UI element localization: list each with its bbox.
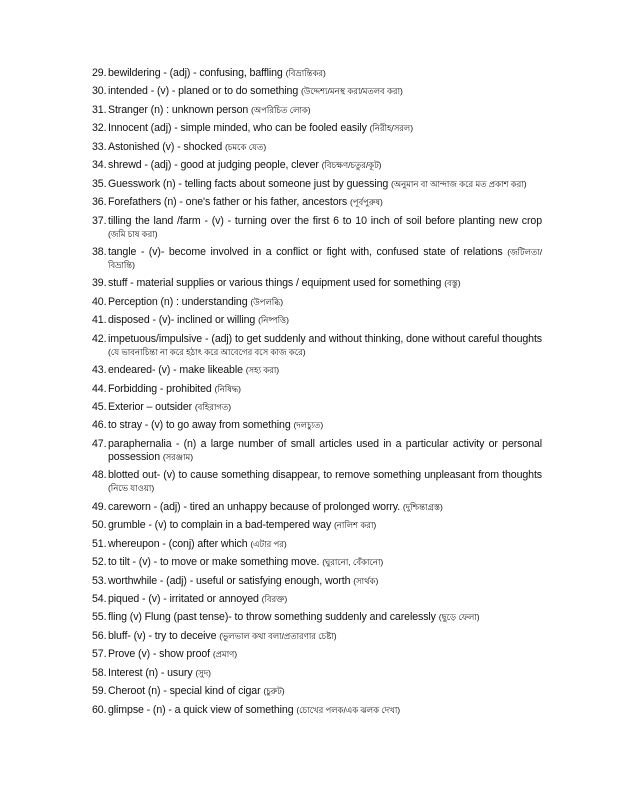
entry-number: 35. <box>92 177 107 190</box>
entry-number: 47. <box>92 437 107 450</box>
vocab-entry <box>92 246 542 272</box>
entry-number: 48. <box>92 469 107 482</box>
entry-number: 57. <box>92 648 107 661</box>
entry-bengali-meaning: (বস্তু) <box>444 278 461 289</box>
entry-number: 56. <box>92 629 107 642</box>
entry-bengali-meaning: (চমকে যেত) <box>225 141 267 152</box>
entry-bengali-meaning: (বিরক্ত) <box>261 593 288 604</box>
vocab-entry <box>92 575 542 588</box>
entry-bengali-meaning: (যে ভাবনাচিন্তা না করে হঠাৎ করে আবেগের বসে কাজ করে) <box>108 346 306 357</box>
entry-number: 50. <box>92 519 107 532</box>
entry-definition: endeared- (v) - make likeable <box>108 364 243 377</box>
entry-bengali-meaning: (ঘুরানো, বেঁকানো) <box>322 557 384 568</box>
entry-bengali-meaning: (সরঞ্জাম) <box>162 451 193 462</box>
vocab-entry <box>92 141 542 154</box>
entry-definition: Cheroot (n) - special kind of cigar <box>108 685 261 698</box>
entry-definition: Forbidding - prohibited <box>108 382 212 395</box>
entry-bengali-meaning: (নিভে যাওয়া) <box>108 483 155 494</box>
entry-definition: whereupon - (conj) after which <box>108 537 248 550</box>
entry-definition: Guesswork (n) - telling facts about someone just by guessing <box>108 177 389 190</box>
entry-number: 40. <box>92 295 107 308</box>
entry-number: 29. <box>92 67 107 79</box>
entry-definition: to tilt - (v) - to move or make something move. <box>108 556 320 569</box>
entry-definition: grumble - (v) to complain in a bad-tempered way <box>108 519 332 532</box>
entry-number: 52. <box>92 556 107 569</box>
vocab-entry <box>92 104 542 117</box>
entry-bengali-meaning: (বহিরাগত) <box>194 402 232 412</box>
entry-bengali-meaning: (প্রমাণ) <box>212 649 237 660</box>
entry-bengali-meaning: (এটার পর) <box>250 538 287 549</box>
vocabulary-list <box>92 67 542 722</box>
vocab-entry <box>92 556 542 569</box>
vocab-entry <box>92 67 542 80</box>
vocab-entry <box>92 333 542 359</box>
entry-bengali-meaning: (চোখের পলক/এক ঝলক দেখা) <box>296 704 400 715</box>
entry-bengali-meaning: (নালিশ করা) <box>334 520 377 531</box>
entry-definition: paraphernalia - (n) a large number of small articles used in a particular activity or personal possession <box>108 437 542 463</box>
entry-definition: Forefathers (n) - one's father or his father, ancestors <box>108 196 348 209</box>
entry-number: 39. <box>92 277 107 290</box>
entry-bengali-meaning: (নিরীহ/সরল) <box>369 123 413 134</box>
entry-definition: glimpse - (n) - a quick view of something <box>108 703 294 716</box>
entry-number: 45. <box>92 401 107 413</box>
entry-definition: bewildering - (adj) - confusing, baffling <box>108 67 283 79</box>
vocab-entry <box>92 85 542 98</box>
vocab-entry <box>92 419 542 432</box>
vocab-entry <box>92 296 542 309</box>
vocab-entry <box>92 159 542 172</box>
entry-number: 54. <box>92 592 107 605</box>
entry-number: 44. <box>92 382 107 395</box>
entry-definition: piqued - (v) - irritated or annoyed <box>108 592 259 605</box>
vocab-entry <box>92 648 542 661</box>
vocab-entry <box>92 196 542 209</box>
entry-definition: Prove (v) - show proof <box>108 648 211 661</box>
vocab-entry <box>92 383 542 396</box>
entry-definition: Astonished (v) - shocked <box>108 140 223 153</box>
entry-bengali-meaning: (চুরুট) <box>263 686 285 697</box>
entry-bengali-meaning: (ভুলভাল কথা বলা/প্রতারণার চেষ্টা) <box>219 630 337 641</box>
vocab-entry <box>92 401 542 414</box>
entry-bengali-meaning: (নিষ্পত্তি) <box>258 315 289 326</box>
entry-bengali-meaning: (জটিলতা/বিভ্রান্তি) <box>108 246 543 270</box>
entry-number: 38. <box>92 245 107 258</box>
entry-definition: Perception (n) : understanding <box>108 295 248 308</box>
entry-number: 58. <box>92 666 107 679</box>
entry-bengali-meaning: (ছুড়ে ফেলা) <box>438 612 480 623</box>
vocab-entry <box>92 667 542 680</box>
entry-definition: Exterior – outsider <box>108 401 193 413</box>
entry-definition: stuff - material supplies or various things / equipment used for something <box>108 277 442 290</box>
entry-number: 59. <box>92 685 107 698</box>
entry-definition: worthwhile - (adj) - useful or satisfying enough, worth <box>108 574 351 587</box>
entry-definition: Interest (n) - usury <box>108 666 193 679</box>
entry-number: 55. <box>92 611 107 624</box>
entry-number: 41. <box>92 314 107 327</box>
entry-definition: Stranger (n) : unknown person <box>108 103 249 116</box>
entry-definition: bluff- (v) - try to deceive <box>108 629 217 642</box>
entry-definition: tilling the land /farm - (v) - turning over the first 6 to 10 inch of soil before planting new crop <box>108 214 542 227</box>
entry-bengali-meaning: (পূর্বপুরুষ) <box>349 197 383 208</box>
entry-bengali-meaning: (অনুমান বা আন্দাজ করে মত প্রকাশ করা) <box>391 178 527 189</box>
entry-number: 33. <box>92 140 107 153</box>
entry-definition: disposed - (v)- inclined or willing <box>108 314 256 327</box>
vocab-entry <box>92 611 542 624</box>
entry-bengali-meaning: (অপরিচিত লোক) <box>251 104 311 115</box>
entry-definition: tangle - (v)- become involved in a conflict or fight with, confused state of relations <box>108 245 503 258</box>
entry-bengali-meaning: (সহ্য করা) <box>245 365 280 376</box>
vocab-entry <box>92 519 542 532</box>
entry-definition: Innocent (adj) - simple minded, who can be fooled easily <box>108 122 367 135</box>
vocab-entry <box>92 469 542 495</box>
vocab-entry <box>92 178 542 191</box>
entry-definition: to stray - (v) to go away from something <box>108 419 291 432</box>
entry-bengali-meaning: (উদ্দেশ্য/মনস্থ করা/মতলব করা) <box>300 86 403 97</box>
entry-number: 49. <box>92 500 107 513</box>
vocab-entry <box>92 122 542 135</box>
entry-number: 31. <box>92 103 107 116</box>
entry-bengali-meaning: (নিষিদ্ধ) <box>214 383 241 394</box>
entry-definition: intended - (v) - planed or to do something <box>108 85 299 98</box>
entry-definition: careworn - (adj) - tired an unhappy because of prolonged worry. <box>108 500 401 513</box>
entry-number: 34. <box>92 159 107 172</box>
entry-number: 36. <box>92 196 107 209</box>
entry-number: 43. <box>92 364 107 377</box>
vocab-entry <box>92 630 542 643</box>
vocab-entry <box>92 685 542 698</box>
vocab-entry <box>92 364 542 377</box>
entry-number: 42. <box>92 332 107 345</box>
vocab-entry <box>92 593 542 606</box>
entry-number: 32. <box>92 122 107 135</box>
entry-definition: fling (v) Flung (past tense)- to throw something suddenly and carelessly <box>108 611 436 624</box>
vocab-entry <box>92 314 542 327</box>
entry-number: 46. <box>92 419 107 432</box>
entry-bengali-meaning: (দুশ্চিন্তাগ্রস্ত) <box>402 501 443 512</box>
entry-number: 30. <box>92 85 107 98</box>
entry-bengali-meaning: (উপলব্ধি) <box>250 296 284 307</box>
entry-number: 60. <box>92 703 107 716</box>
entry-bengali-meaning: (বিচক্ষণ/চতুর/কূট) <box>321 160 382 171</box>
entry-bengali-meaning: (সার্থক) <box>353 575 379 586</box>
entry-number: 53. <box>92 574 107 587</box>
entry-definition: blotted out- (v) to cause something disappear, to remove something unpleasant from thoughts <box>108 469 542 482</box>
vocab-entry <box>92 438 542 464</box>
entry-bengali-meaning: (দলচ্যুত) <box>293 420 324 431</box>
vocab-entry <box>92 538 542 551</box>
entry-number: 37. <box>92 214 107 227</box>
entry-definition: impetuous/impulsive - (adj) to get suddenly and without thinking, done without careful thoughts <box>108 332 542 345</box>
entry-bengali-meaning: (বিভ্রান্তিকর) <box>285 68 326 78</box>
vocab-entry <box>92 704 542 717</box>
vocab-entry <box>92 215 542 241</box>
vocab-entry <box>92 501 542 514</box>
entry-bengali-meaning: (সুদ) <box>195 667 211 678</box>
vocab-entry <box>92 277 542 290</box>
entry-bengali-meaning: (জমি চাষ করা) <box>108 228 158 239</box>
entry-number: 51. <box>92 537 107 550</box>
entry-definition: shrewd - (adj) - good at judging people, clever <box>108 159 319 172</box>
